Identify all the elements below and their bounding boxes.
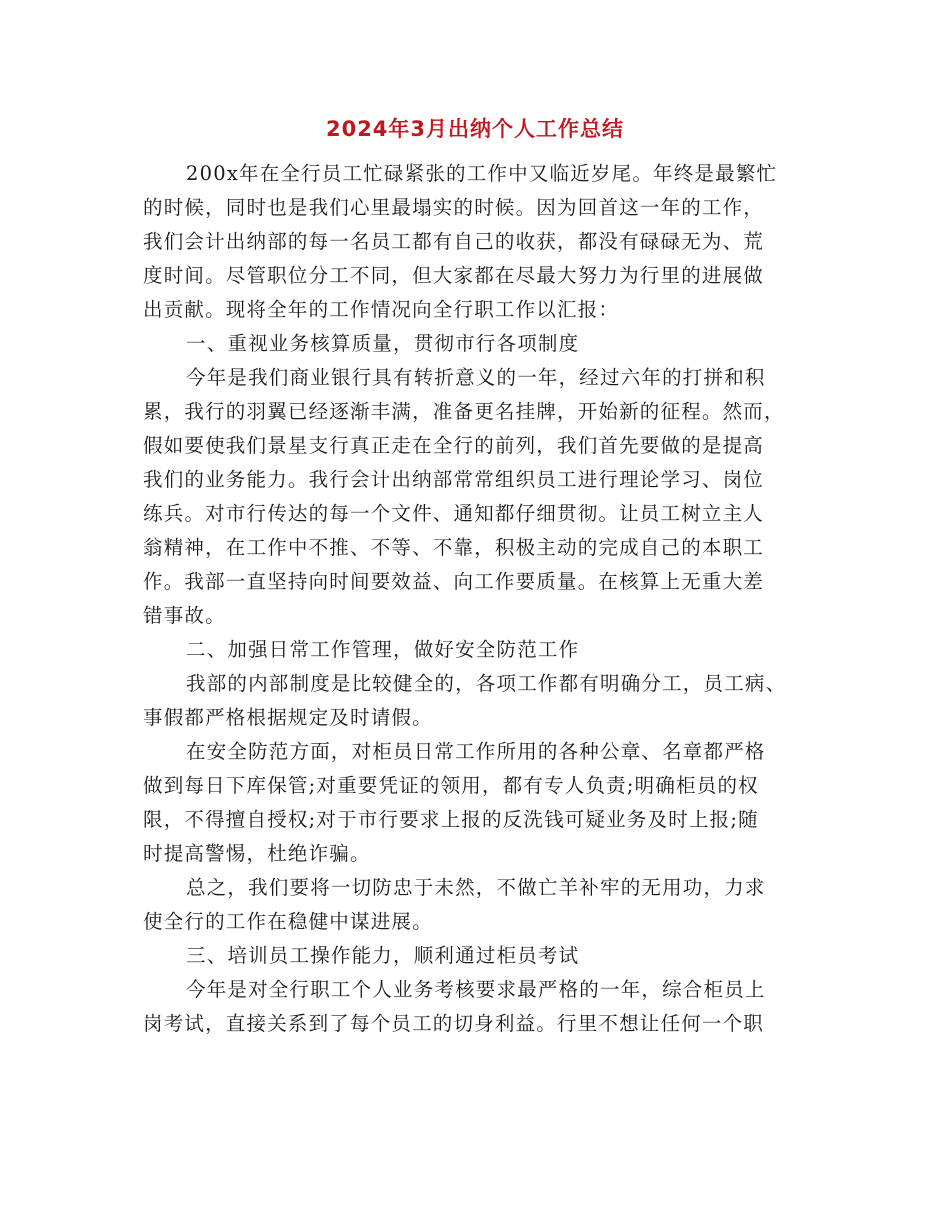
body-line: 一、重视业务核算质量，贯彻市行各项制度 <box>186 332 580 355</box>
body-line: 度时间。尽管职位分工不同，但大家都在尽最大努力为行里的进展做 <box>143 264 765 287</box>
body-line: 练兵。对市行传达的每一个文件、通知都仔细贯彻。让员工树立主人 <box>143 502 765 525</box>
body-line: 岗考试，直接关系到了每个员工的切身利益。行里不想让任何一个职 <box>143 1012 765 1035</box>
body-line: 累，我行的羽翼已经逐渐丰满，准备更名挂牌，开始新的征程。然而， <box>143 400 785 423</box>
body-line: 三、培训员工操作能力，顺利通过柜员考试 <box>186 944 580 967</box>
body-line: 今年是对全行职工个人业务考核要求最严格的一年，综合柜员上 <box>186 978 766 1001</box>
body-line: 我们会计出纳部的每一名员工都有自己的收获，都没有碌碌无为、荒 <box>143 230 765 253</box>
body-line: 做到每日下库保管;对重要凭证的领用，都有专人负责;明确柜员的权 <box>143 774 759 797</box>
body-line: 使全行的工作在稳健中谋进展。 <box>143 910 433 933</box>
body-line: 我部的内部制度是比较健全的，各项工作都有明确分工，员工病、 <box>186 672 787 695</box>
document-title: 2024年3月出纳个人工作总结 <box>325 117 625 141</box>
body-line: 错事故。 <box>143 604 226 627</box>
body-line: 的时候，同时也是我们心里最塌实的时候。因为回首这一年的工作， <box>143 196 765 219</box>
body-line: 事假都严格根据规定及时请假。 <box>143 706 433 729</box>
body-line: 时提高警惕，杜绝诈骗。 <box>143 842 371 865</box>
body-line: 二、加强日常工作管理，做好安全防范工作 <box>186 638 580 661</box>
body-line: 限，不得擅自授权;对于市行要求上报的反洗钱可疑业务及时上报;随 <box>143 808 759 831</box>
body-line: 总之，我们要将一切防忠于未然，不做亡羊补牢的无用功，力求 <box>186 876 766 899</box>
body-line: 今年是我们商业银行具有转折意义的一年，经过六年的打拼和积 <box>186 366 766 389</box>
body-line: 翁精神，在工作中不推、不等、不靠，积极主动的完成自己的本职工 <box>143 536 765 559</box>
body-line: 我们的业务能力。我行会计出纳部常常组织员工进行理论学习、岗位 <box>143 468 765 491</box>
body-line: 在安全防范方面，对柜员日常工作所用的各种公章、名章都严格 <box>186 740 766 763</box>
body-line: 作。我部一直坚持向时间要效益、向工作要质量。在核算上无重大差 <box>143 570 765 593</box>
document-body <box>143 157 813 1041</box>
body-line: 假如要使我们景星支行真正走在全行的前列，我们首先要做的是提高 <box>143 434 765 457</box>
body-line: 出贡献。现将全年的工作情况向全行职工作以汇报： <box>143 298 620 321</box>
body-line: 200x年在全行员工忙碌紧张的工作中又临近岁尾。年终是最繁忙 <box>186 162 778 185</box>
